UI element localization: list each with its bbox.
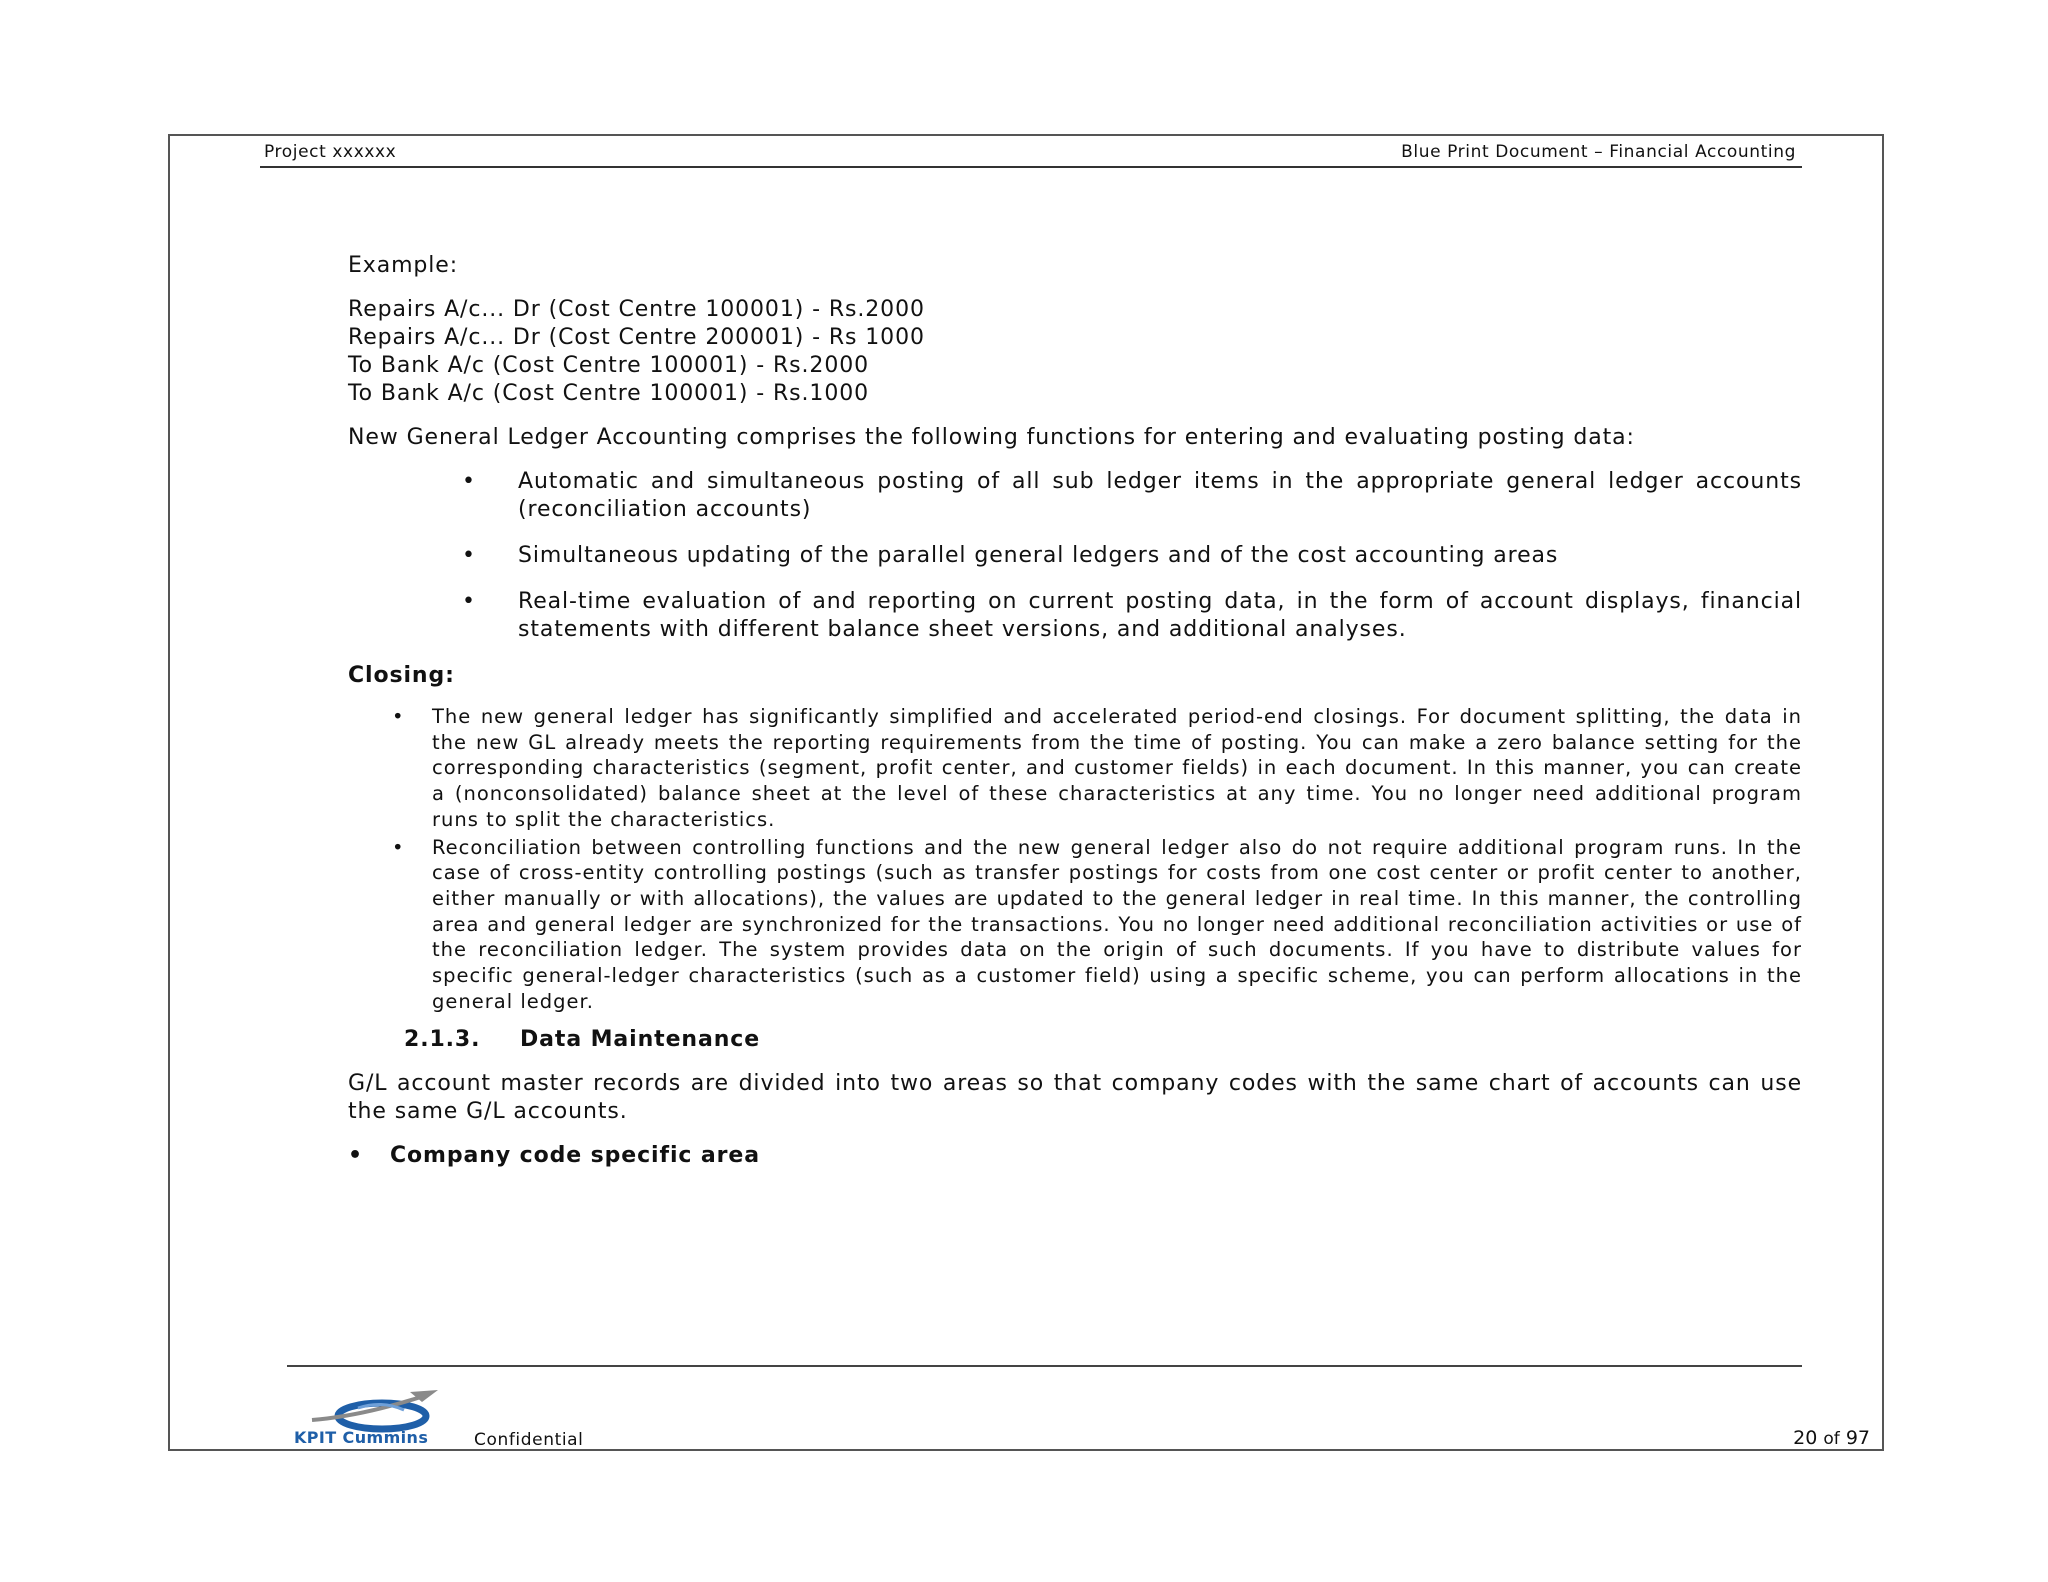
list-item [348,468,1802,524]
header-project: Project xxxxxx [264,142,397,162]
list-item-text: The new general ledger has significantly simplified and accelerated period-end closings. For document splitting, the data in the new GL already meets the reporting requirements from the time of posting. You can make a zero balance setting for the corresponding characteristics (segment, profit center, and customer fields) in each document. In this manner, you can create a (nonconsolidated) balance sheet at the level of these characteristics at any time. You no longer need additional program runs to split the characteristics. [432,705,1802,831]
page-number [1793,1427,1870,1449]
section-title: Data Maintenance [520,1027,761,1053]
bullet-icon: • [462,469,476,494]
page-total: 97 [1845,1427,1870,1449]
list-item [348,588,1802,644]
bold-bullet-text: Company code specific area [390,1143,760,1169]
bullet-icon: • [392,835,405,859]
document-body [348,252,1802,1186]
bullet-icon: • [348,1143,363,1169]
list-item [348,542,1802,570]
footer-divider [287,1365,1802,1367]
journal-entries [348,296,1802,408]
example-label: Example: [348,253,459,278]
section-number: 2.1.3. [404,1027,481,1053]
journal-entry: To Bank A/c (Cost Centre 100001) - Rs.1000 [348,381,870,406]
bullet-icon: • [392,705,405,728]
list-item-text: Simultaneous updating of the parallel general ledgers and of the cost accounting areas [518,543,1559,568]
closing-list [348,704,1802,1014]
page-current: 20 [1793,1427,1818,1449]
journal-entry: Repairs A/c... Dr (Cost Centre 100001) - Rs.2000 [348,297,925,322]
bullet-icon: • [462,543,476,568]
journal-entry: Repairs A/c... Dr (Cost Centre 200001) - Rs 1000 [348,325,925,350]
list-item-text: Real-time evaluation of and reporting on current posting data, in the form of account displays, financial statements with different balance sheet versions, and additional analyses. [518,589,1802,642]
list-item [348,835,1802,1015]
page-header [260,140,1802,168]
data-maintenance-paragraph: G/L account master records are divided into two areas so that company codes with the same chart of accounts can use the same G/L accounts. [348,1071,1802,1125]
company-code-bullet [348,1142,1802,1170]
list-item-text: Reconciliation between controlling functions and the new general ledger also do not require additional program runs. In the case of cross-entity controlling postings (such as transfer postings for costs from one cost center or profit center to another, either manually or with allocations), the values are updated to the general ledger in real time. In this manner, the controlling area and general ledger are synchronized for the transactions. You no longer need additional reconciliation activities or use of the reconciliation ledger. The system provides data on the origin of such documents. If you have to distribute values for specific general-ledger characteristics (such as a customer field) using a specific scheme, you can perform allocations in the general ledger. [432,835,1802,1013]
confidential-label: Confidential [474,1430,584,1450]
logo-text: KPIT Cummins [294,1428,429,1447]
closing-heading: Closing: [348,663,455,688]
journal-entry: To Bank A/c (Cost Centre 100001) - Rs.2000 [348,353,870,378]
list-item-text: Automatic and simultaneous posting of all sub ledger items in the appropriate general ledger accounts (reconciliation accounts) [518,469,1802,522]
functions-list [348,468,1802,644]
bullet-icon: • [462,589,476,614]
header-document-title: Blue Print Document – Financial Accounting [1401,142,1796,162]
page-of: of [1823,1429,1840,1449]
section-heading [404,1026,1802,1054]
intro-paragraph: New General Ledger Accounting comprises the following functions for entering and evaluating posting data: [348,425,1635,450]
list-item [348,704,1802,833]
